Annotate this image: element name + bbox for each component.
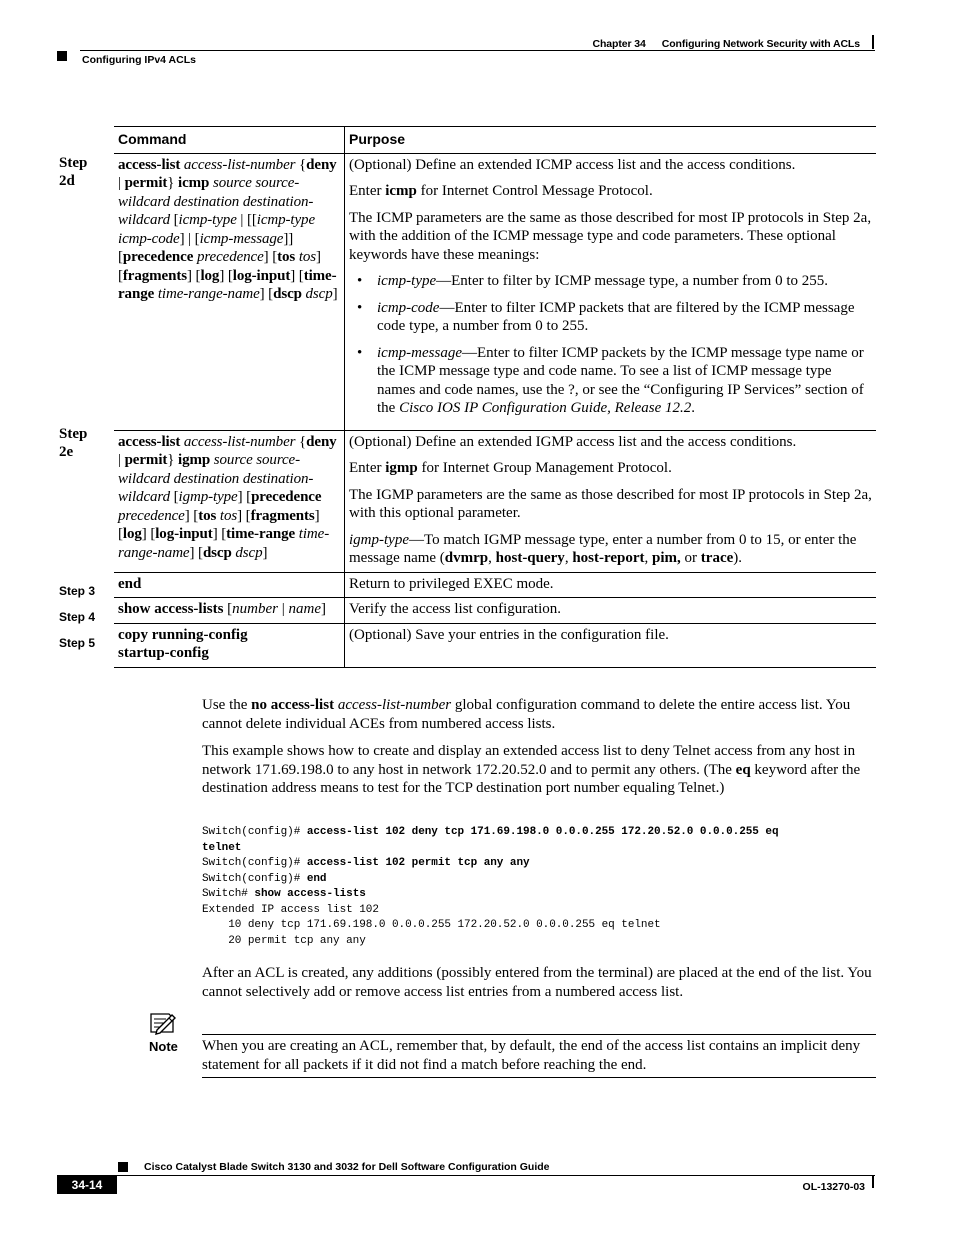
term: icmp-type xyxy=(377,273,437,289)
command-cell-4: show access-lists [number | name] xyxy=(118,601,327,617)
command-cell-5 xyxy=(114,624,344,667)
prompt: Switch(config)# xyxy=(202,857,307,869)
note-rule-bottom xyxy=(202,1077,876,1078)
keyword: host-report xyxy=(572,550,645,566)
keyword: trace xyxy=(700,550,734,566)
keyword: dvmrp xyxy=(444,550,489,566)
text-run: keyword after the destination address means to test for the TCP destination port number equaling Telnet.) xyxy=(202,761,861,796)
table-row-step-4 xyxy=(114,598,876,624)
code-line xyxy=(202,825,779,841)
text-run: Use the xyxy=(202,697,252,713)
column-header-command: Command xyxy=(118,131,187,147)
note-rule-top xyxy=(202,1034,876,1035)
command-cell-2e: access-list access-list-number {deny | permit} igmp source source-wildcard destination destination-wildcard [igmp-type] [precedence precedence] [tos tos] [fragments] [log] [log-input] [time-range time-range-name] [dscp dscp] xyxy=(118,433,337,561)
purpose-2e-params: The IGMP parameters are the same as those described for most IP protocols in Step 2a, with this optional parameter. xyxy=(349,486,872,521)
purpose-cell-4: Verify the access list configuration. xyxy=(344,598,876,623)
table-row-step-2d xyxy=(114,154,876,431)
command-table xyxy=(114,126,876,668)
command: end xyxy=(306,872,327,885)
text-run: —Enter to filter ICMP packets by the ICMP message type name or the ICMP message type and code name. To see a list of ICMP message type names and code names, use the ?, or see the “Configuring IP Services” section of the xyxy=(377,344,864,416)
table-row-step-5 xyxy=(114,624,876,668)
text-run: or xyxy=(680,550,701,566)
text-run: Enter xyxy=(349,460,386,476)
code-line: 10 deny tcp 171.69.198.0 0.0.0.255 172.20.52.0 0.0.0.255 eq telnet xyxy=(202,919,661,931)
purpose-2e-enter xyxy=(349,459,872,478)
term: igmp-type xyxy=(349,531,409,548)
footer-marker xyxy=(118,1162,128,1172)
argument: name xyxy=(288,601,322,617)
command: access-list 102 permit tcp any any xyxy=(306,857,530,869)
purpose-cell-5: (Optional) Save your entries in the configuration file. xyxy=(344,624,876,667)
keyword-icmp: icmp xyxy=(385,183,417,199)
pencil-note-icon xyxy=(148,1012,176,1036)
footer-rule-vertical xyxy=(872,1176,874,1188)
prompt: Switch# xyxy=(202,888,255,900)
header-rule xyxy=(80,50,875,51)
prompt: Switch(config)# xyxy=(202,872,307,885)
text-run: This example shows how to create and display an extended access list to deny Telnet access from any host in network 171.69.198.0 to any host in network 172.20.52.0 and to permit any others. (The xyxy=(202,743,856,778)
keyword: eq xyxy=(735,761,751,778)
step-label-3: Step 3 xyxy=(59,584,96,598)
paragraph-delete-list xyxy=(202,696,878,733)
column-header-purpose: Purpose xyxy=(344,127,876,153)
command: show access-lists xyxy=(254,888,366,900)
code-line xyxy=(202,872,779,888)
text-run: —To match IGMP message type, enter a number from 0 to 15, or enter the message name ( xyxy=(349,531,857,566)
table-row-step-2e xyxy=(114,431,876,573)
text-run: —Enter to filter by ICMP message type, a number from 0 to 255. xyxy=(436,273,829,289)
text-run: for Internet Group Management Protocol. xyxy=(417,460,672,476)
footer-title: Cisco Catalyst Blade Switch 3130 and 3032 for Dell Software Configuration Guide xyxy=(144,1161,550,1173)
command-line: startup-config xyxy=(118,645,209,661)
code-line xyxy=(202,841,779,857)
keyword: host-query xyxy=(495,550,565,566)
keyword-igmp: igmp xyxy=(385,460,418,476)
keyword: no access-list xyxy=(251,697,335,713)
step-label-2e-word: Step xyxy=(59,426,88,442)
page-number: 34-14 xyxy=(57,1176,117,1194)
step-label-2d-word: Step xyxy=(59,155,88,171)
step-label-2e xyxy=(59,425,87,461)
step-label-2e-num: 2e xyxy=(59,444,74,460)
purpose-2e-igmp-type: igmp-type—To match IGMP message type, enter a number from 0 to 15, or enter the message name (dvmrp, host-query, host-report, pim, or trace). xyxy=(349,531,857,566)
purpose-2d-bullets xyxy=(349,272,872,418)
chapter-number: Chapter 34 xyxy=(592,38,646,50)
code-line xyxy=(202,887,779,903)
command-line: copy running-config xyxy=(118,626,248,643)
note-label: Note xyxy=(149,1039,178,1054)
command-keyword: show access-lists xyxy=(118,601,224,617)
text-run: . xyxy=(691,400,696,416)
text-run: ). xyxy=(733,550,743,566)
list-item xyxy=(349,272,872,291)
list-item xyxy=(349,299,872,336)
text-run: for Internet Control Message Protocol. xyxy=(416,183,653,199)
paragraph-example-intro xyxy=(202,742,878,798)
note-text: When you are creating an ACL, remember that, by default, the end of the access list contains an implicit deny statement for all packets if it did not find a match before reaching the end. xyxy=(202,1038,861,1073)
purpose-2d-params: The ICMP parameters are the same as those described for most IP protocols in Step 2a, with the addition of the ICMP message type and code parameters. These optional keywords have these meanings: xyxy=(349,209,872,263)
code-example xyxy=(202,825,779,949)
purpose-cell-2e xyxy=(344,431,876,572)
chapter-title: Configuring Network Security with ACLs xyxy=(661,38,860,50)
code-line: 20 permit tcp any any xyxy=(202,934,366,947)
prompt: Switch(config)# xyxy=(202,826,307,838)
document-number: OL-13270-03 xyxy=(802,1181,865,1193)
command: telnet xyxy=(202,841,242,854)
purpose-cell-3: Return to privileged EXEC mode. xyxy=(344,573,876,598)
purpose-2e-intro: (Optional) Define an extended IGMP access list and the access conditions. xyxy=(349,433,797,450)
table-header-row xyxy=(114,126,876,154)
code-line: Extended IP access list 102 xyxy=(202,903,379,916)
code-line xyxy=(202,856,779,872)
step-label-5: Step 5 xyxy=(59,636,96,650)
command-cell-3: end xyxy=(118,575,142,592)
section-title: Configuring IPv4 ACLs xyxy=(82,54,196,66)
purpose-cell-2d xyxy=(344,154,876,430)
text-run: —Enter to filter ICMP packets that are filtered by the ICMP message code type, a number from 0 to 255. xyxy=(377,299,855,334)
argument: number xyxy=(232,601,278,617)
header-rule-vertical xyxy=(872,35,874,49)
text-run: global configuration command to delete the entire access list. You cannot delete individual ACEs from numbered access lists. xyxy=(202,697,851,732)
purpose-2d-enter xyxy=(349,182,872,201)
argument: access-list-number xyxy=(337,697,452,713)
term: icmp-message xyxy=(377,344,462,361)
footer-rule xyxy=(57,1175,875,1176)
text-run: Enter xyxy=(349,183,386,199)
term: icmp-code xyxy=(377,299,440,316)
step-label-4: Step 4 xyxy=(59,610,96,624)
purpose-2d-intro: (Optional) Define an extended ICMP access list and the access conditions. xyxy=(349,156,796,173)
paragraph-acl-additions: After an ACL is created, any additions (possibly entered from the terminal) are placed at the end of the list. You cannot selectively add or remove access list entries from a numbered access list. xyxy=(202,965,872,1000)
list-item xyxy=(349,344,872,418)
command: access-list 102 deny tcp 171.69.198.0 0.0.0.255 172.20.52.0 0.0.0.255 eq xyxy=(306,826,779,838)
command-cell-2d: access-list access-list-number {deny | permit} icmp source source-wildcard destination destination-wildcard [icmp-type | [[icmp-type icmp-code] | [icmp-message]] [precedence precedence] [tos tos] [fragments] [log] [log-input] [time-range time-range-name] [dscp dscp] xyxy=(118,156,338,302)
book-reference: Cisco IOS IP Configuration Guide, Release 12.2 xyxy=(399,400,692,416)
keyword: pim, xyxy=(652,550,681,566)
step-label-2d-num: 2d xyxy=(59,173,75,189)
step-label-2d xyxy=(59,154,87,190)
table-row-step-3 xyxy=(114,573,876,599)
header-marker xyxy=(57,51,67,61)
